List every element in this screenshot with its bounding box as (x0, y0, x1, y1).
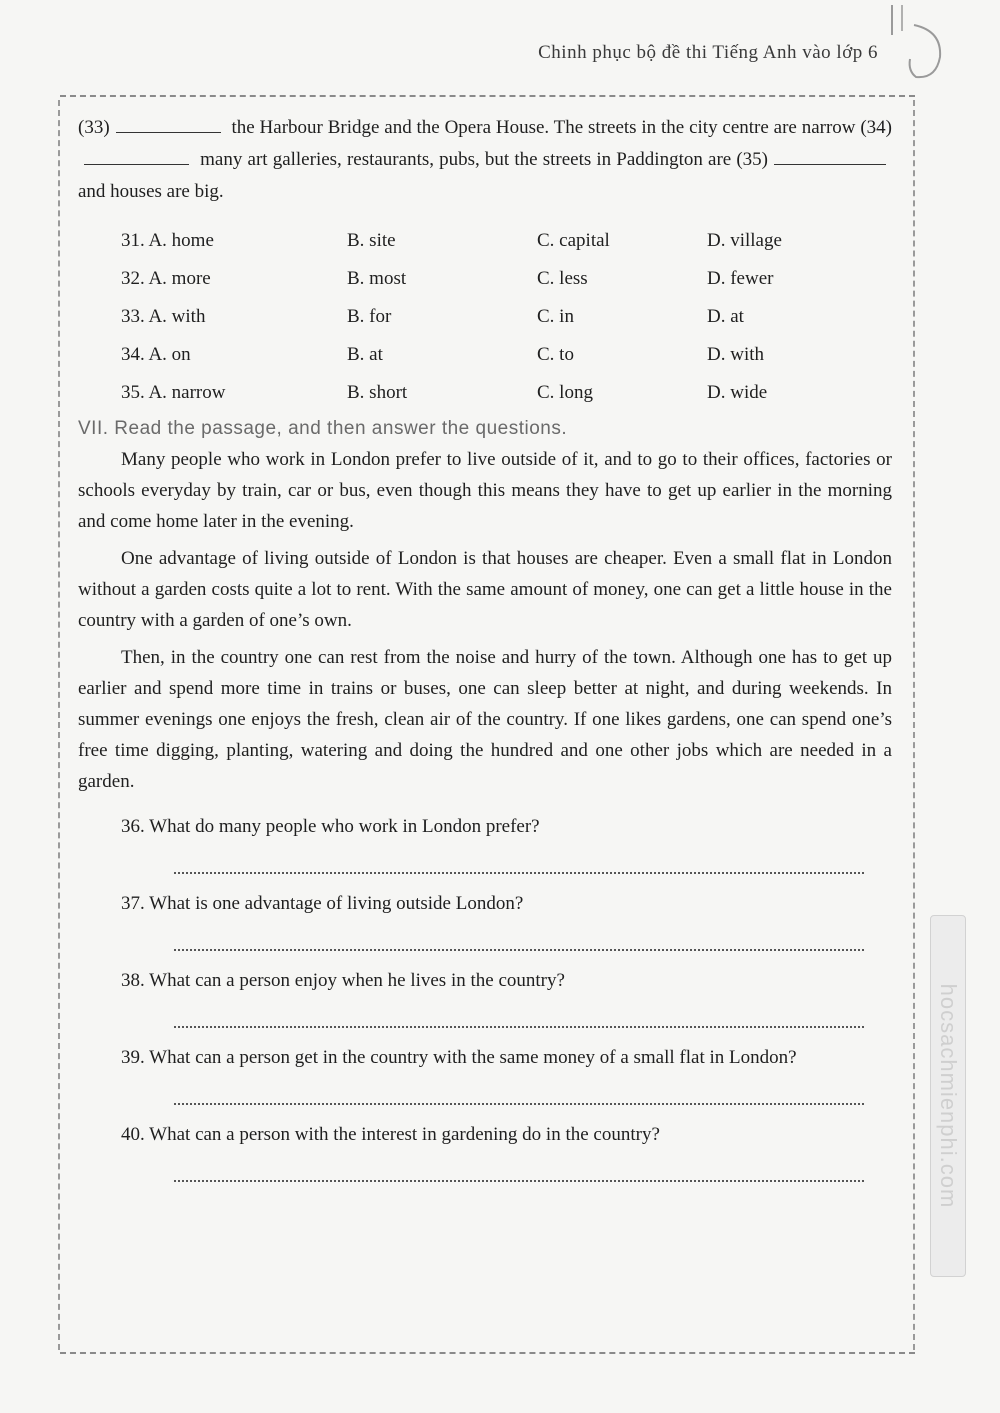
right-border (913, 100, 915, 1350)
option-row-31 (121, 222, 861, 260)
option-row-32 (121, 260, 861, 298)
blank-34[interactable] (84, 146, 189, 165)
option-b[interactable]: B. site (347, 230, 396, 251)
binding-mark (884, 5, 944, 85)
question-list (78, 811, 892, 1182)
answer-line-40[interactable] (174, 1150, 864, 1182)
watermark-text: hocsachmienphi.com (936, 983, 961, 1209)
option-b[interactable]: B. at (347, 344, 383, 365)
question-number: 36. (121, 816, 145, 837)
answer-line-37[interactable] (174, 919, 864, 951)
option-a[interactable] (121, 306, 347, 328)
option-d[interactable]: D. village (707, 230, 782, 251)
cloze-text-2: many art galleries, restaurants, pubs, but the streets in Paddington are (200, 149, 732, 170)
passage-paragraph-1: Many people who work in London prefer to live outside of it, and to go to their offices, factories or schools everyday by train, car or bus, even though this means they have to get up earlier in the morning and come home later in the evening. (78, 449, 892, 532)
option-c[interactable]: C. long (537, 382, 593, 403)
passage-paragraph-2: One advantage of living outside of London is that houses are cheaper. Even a small flat in London without a garden costs quite a lot to rent. With the same amount of money, one can get a little house in the country with a garden of one’s own. (78, 548, 892, 631)
option-b[interactable]: B. short (347, 382, 408, 403)
question-number: 37. (121, 893, 145, 914)
blank-33[interactable] (116, 114, 221, 133)
question-text: What is one advantage of living outside London? (149, 893, 524, 914)
page-content (78, 112, 892, 1196)
question-text: What do many people who work in London prefer? (149, 816, 540, 837)
option-a-label: A. narrow (148, 382, 226, 403)
option-a[interactable] (121, 268, 347, 290)
question-text: What can a person get in the country with the same money of a small flat in London? (149, 1047, 797, 1068)
header-divider (60, 95, 915, 97)
option-b[interactable]: B. most (347, 268, 407, 289)
section-heading: VII. Read the passage, and then answer the questions. (78, 418, 568, 439)
question-38 (121, 965, 892, 996)
blank-35[interactable] (774, 146, 886, 165)
answer-line-39[interactable] (174, 1073, 864, 1105)
option-d[interactable]: D. wide (707, 382, 768, 403)
cloze-text-1: the Harbour Bridge and the Opera House. The streets in the city centre are narrow (231, 117, 856, 138)
option-c[interactable]: C. capital (537, 230, 610, 251)
question-39 (121, 1042, 892, 1073)
option-row-33 (121, 298, 861, 336)
question-number: 35. (121, 382, 145, 403)
cloze-passage-end (78, 112, 892, 208)
passage-paragraph-3: Then, in the country one can rest from the noise and hurry of the town. Although one has to get up earlier and spend more time in trains or buses, one can sleep better at night, and during weekends. In summer evenings one enjoys the fresh, clean air of the country. If one likes gardens, one can spend one’s free time digging, planting, watering and doing the hundred and one other jobs which are needed in a garden. (78, 647, 892, 792)
question-number: 33. (121, 306, 145, 327)
question-36 (121, 811, 892, 842)
option-a[interactable] (121, 344, 347, 366)
option-a-label: A. on (148, 344, 191, 365)
answer-line-36[interactable] (174, 842, 864, 874)
answer-line-38[interactable] (174, 996, 864, 1028)
option-a-label: A. home (148, 230, 214, 251)
option-c[interactable]: C. in (537, 306, 574, 327)
option-c[interactable]: C. less (537, 268, 588, 289)
question-number: 38. (121, 970, 145, 991)
option-d[interactable]: D. with (707, 344, 764, 365)
question-37 (121, 888, 892, 919)
option-d[interactable]: D. at (707, 306, 744, 327)
option-a[interactable] (121, 382, 347, 404)
answer-options (121, 222, 861, 412)
blank-35-label: (35) (736, 149, 769, 170)
option-a-label: A. more (148, 268, 211, 289)
left-border (58, 100, 60, 1350)
question-number: 31. (121, 230, 145, 251)
blank-33-label: (33) (78, 117, 110, 138)
question-40 (121, 1119, 892, 1150)
option-a-label: A. with (148, 306, 206, 327)
question-number: 39. (121, 1047, 145, 1068)
question-text: What can a person enjoy when he lives in the country? (149, 970, 565, 991)
watermark (930, 915, 966, 1277)
option-row-35 (121, 374, 861, 412)
blank-34-label: (34) (860, 117, 892, 138)
option-row-34 (121, 336, 861, 374)
question-text: What can a person with the interest in gardening do in the country? (149, 1124, 660, 1145)
header-title: Chinh phục bộ đề thi Tiếng Anh vào lớp 6 (538, 42, 878, 63)
option-b[interactable]: B. for (347, 306, 392, 327)
footer-divider (60, 1352, 915, 1354)
question-number: 40. (121, 1124, 145, 1145)
question-number: 32. (121, 268, 145, 289)
cloze-text-3: and houses are big. (78, 181, 224, 202)
question-number: 34. (121, 344, 145, 365)
option-d[interactable]: D. fewer (707, 268, 774, 289)
option-a[interactable] (121, 230, 347, 252)
option-c[interactable]: C. to (537, 344, 574, 365)
